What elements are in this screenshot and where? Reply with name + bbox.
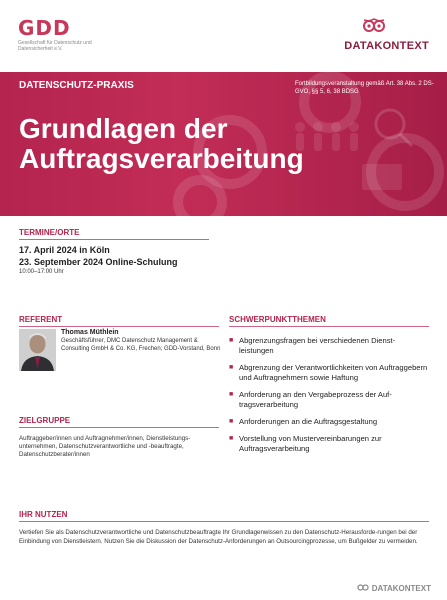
termine-section: [19, 228, 209, 275]
termine-date-1: 17. April 2024 in Köln: [19, 245, 110, 255]
referent-name: Thomas Müthlein: [61, 329, 119, 336]
footer-wordmark: DATAKONTEXT: [371, 584, 431, 593]
referent-description: Geschäftsführer, DMC Datenschutz Management & Consulting GmbH & Co. KG, Frechen; GDD-Vorstand, Bonn: [61, 338, 221, 352]
gdd-subline: Gesellschaft für Datenschutz und Datensicherheit e.V.: [18, 40, 92, 52]
list-item: ■ Vorstellung von Mustervereinbarungen zur Auftragsverarbeitung: [229, 434, 429, 454]
title-line-1: Grundlagen der: [19, 113, 228, 144]
schwerpunkte-list: [229, 336, 429, 454]
referent-info: [61, 329, 221, 353]
nutzen-label: IHR NUTZEN: [19, 510, 68, 519]
datakontext-owl-icon: [357, 583, 369, 592]
schwerpunkte-divider: [229, 326, 429, 327]
termine-label: TERMINE/ORTE: [19, 228, 80, 237]
referent-divider: [19, 326, 219, 327]
footer-logo: [357, 583, 431, 593]
termine-date-2: 23. September 2024 Online-Schulung: [19, 257, 178, 267]
title-line-2: Auftragsverarbeitung: [19, 143, 304, 174]
hero-kicker: DATENSCHUTZ-PRAXIS: [19, 80, 134, 91]
schwerpunkte-section: [229, 315, 429, 461]
list-item: ■ Abgrenzungsfragen bei verschiedenen Dienst-leistungen: [229, 336, 429, 356]
termine-divider: [19, 239, 209, 240]
referent-portrait: [19, 329, 56, 371]
zielgruppe-divider: [19, 427, 219, 428]
datakontext-owl-icon: [363, 18, 385, 36]
referent-section: [19, 315, 221, 352]
list-item: ■ Abgrenzung der Verantwortlichkeiten von Auftraggebern und Auftragnehmern sowie Haftung: [229, 363, 429, 383]
zielgruppe-section: [19, 416, 219, 459]
termine-time: 10:00–17:00 Uhr: [19, 269, 64, 275]
list-item: ■ Anforderungen an die Auftragsgestaltung: [229, 417, 429, 427]
zielgruppe-text: Auftraggeber/innen und Auftragnehmer/innen, Dienstleistungs-unternehmen, Datenschutzverantwortliche und -beauftragte, Datenschutzberater/innen: [19, 435, 191, 458]
list-item: ■ Anforderung an den Vergabeprozess der Auf-tragsverarbeitung: [229, 390, 429, 410]
gdd-logo: GDD: [18, 16, 71, 40]
hero-note: Fortbildungsveranstaltung gemäß Art. 38 Abs. 2 DS-GVO, §§ 5, 6, 38 BDSG: [295, 81, 434, 95]
header: [0, 0, 447, 72]
nutzen-section: [19, 510, 429, 546]
nutzen-text: Vertiefen Sie als Datenschutzverantwortliche und Datenschutzbeauftragte Ihr Grundlagenwissen zu den Datenschutz-Herausforde-rungen bei der Einbindung von Dienstleistern. Nutzen Sie die Diskussion der Datenschutz-Anforderungen an Outsourcingprozesse, um Bußgelder zu vermeiden.: [19, 529, 418, 545]
nutzen-divider: [19, 521, 429, 522]
datakontext-wordmark: DATAKONTEXT: [344, 40, 429, 52]
referent-label: REFERENT: [19, 315, 63, 324]
schwerpunkte-label: SCHWERPUNKTTHEMEN: [229, 315, 326, 324]
hero-banner: [0, 72, 447, 216]
datakontext-logo: [309, 18, 429, 54]
zielgruppe-label: ZIELGRUPPE: [19, 416, 71, 425]
page-title: [19, 114, 319, 174]
person-photo-icon: [19, 329, 56, 371]
